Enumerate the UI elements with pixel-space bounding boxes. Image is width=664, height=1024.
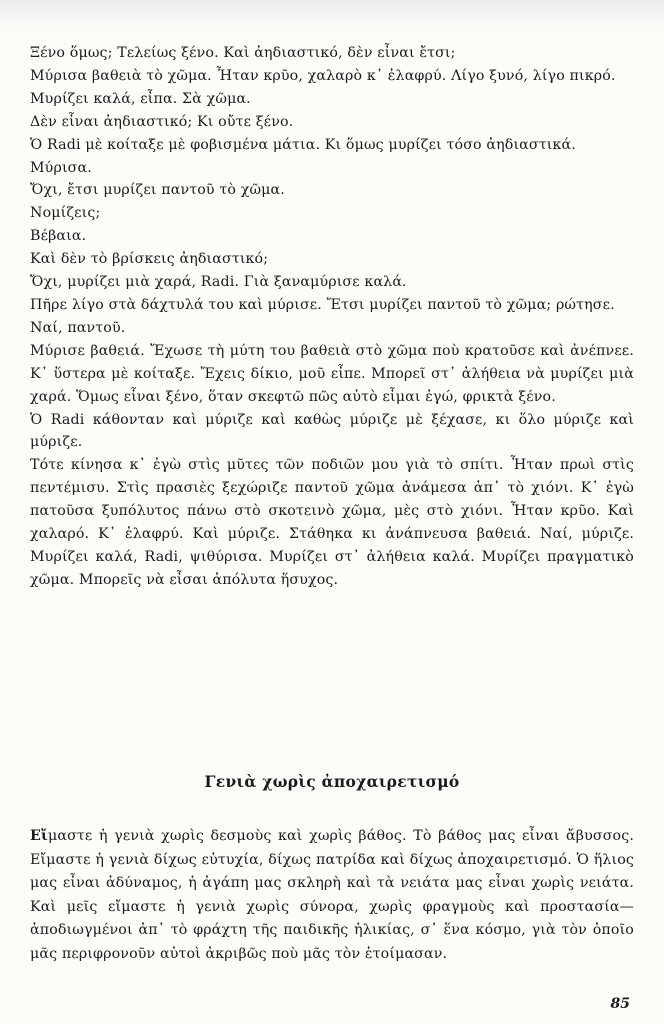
paragraph: Ναί, παντοῦ. [30, 319, 126, 336]
paragraph: Βέβαια. [30, 228, 87, 245]
paragraph: Μύρισε βαθειά. Ἔχωσε τὴ μύτη του βαθειὰ στὸ χῶμα ποὺ κρατοῦσε καὶ ἀνέπνεε. Κ᾿ ὕστερα μὲ κοίταξε. Ἔχεις δίκιο, μοῦ εἶπε. Μπορεῖ στ᾿ ἀλήθεια νὰ μυρίζει μιὰ χαρά. Ὅμως εἶναι ξένο, ὅταν σκεφτῶ πῶς αὐτὸ εἶμαι ἐγώ, φρικτὰ ξένο. [30, 342, 634, 405]
paragraph: Δὲν εἶναι ἀηδιαστικό; Κι οὔτε ξένο. [30, 113, 294, 130]
paragraph: Μύρισα βαθειὰ τὸ χῶμα. Ἦταν κρῦο, χαλαρὸ κ᾿ ἐλαφρύ. Λίγο ξυνό, λίγο πικρό. [30, 67, 616, 84]
paragraph: Μυρίζει καλά, εἶπα. Σὰ χῶμα. [30, 90, 251, 107]
dropcap: Εἴ [30, 828, 48, 844]
paragraph: Ὁ Radi μὲ κοίταξε μὲ φοβισμένα μάτια. Κι ὅμως μυρίζει τόσο ἀηδιαστικά. [30, 136, 576, 153]
page-number: 85 [610, 996, 630, 1012]
paragraph: Ὄχι, μυρίζει μιὰ χαρά, Radi. Γιὰ ξαναμύρισε καλά. [30, 274, 407, 291]
dialogue-section [30, 42, 634, 592]
paragraph: Ξένο ὅμως; Τελείως ξένο. Καὶ ἀηδιαστικό, δὲν εἶναι ἔτσι; [30, 45, 456, 61]
paragraph: Τότε κίνησα κ᾿ ἐγὼ στὶς μῦτες τῶν ποδιῶν μου γιὰ τὸ σπίτι. Ἦταν πρωὶ στὶς πεντέμισυ. Στὶς πρασιὲς ξεχώριζε παντοῦ χῶμα ἀνάμεσα ἀπ᾿ τὸ χιόνι. Κ᾿ ἐγὼ πατοῦσα ξυπόλυτος πάνω στὸ σκοτεινὸ χῶμα, μὲς στὸ χιόνι. Ἦταν κρῦο. Καὶ χαλαρό. Κ᾿ ἐλαφρύ. Καὶ μύριζε. Στάθηκα κι ἀνάπνευσα βαθειά. Ναί, μύριζε. Μυρίζει καλά, Radi, ψιθύρισα. Μυρίζει στ᾿ ἀλήθεια καλά. Μυρίζει πραγματικὸ χῶμα. Μπορεῖς νὰ εἶσαι ἀπόλυτα ἥσυχος. [30, 457, 634, 588]
paragraph: Καὶ δὲν τὸ βρίσκεις ἀηδιαστικό; [30, 251, 269, 268]
closing-paragraph [30, 825, 634, 967]
section-title: Γενιὰ χωρὶς ἀποχαιρετισμό [204, 772, 460, 791]
paragraph: Πῆρε λίγο στὰ δάχτυλά του καὶ μύρισε. Ἔτσι μυρίζει παντοῦ τὸ χῶμα; ρώτησε. [30, 296, 615, 313]
paragraph: Νομίζεις; [30, 205, 101, 222]
paragraph: Μύρισα. [30, 159, 92, 176]
closing-section [30, 825, 634, 967]
paragraph: Ὁ Radi κάθονταν καὶ μύριζε καὶ καθὼς μύριζε μὲ ξέχασε, κι ὅλο μύριζε καὶ μύριζε. [30, 411, 634, 451]
page-top-shadow [0, 0, 664, 34]
paragraph: Ὄχι, ἔτσι μυρίζει παντοῦ τὸ χῶμα. [30, 182, 285, 199]
closing-paragraph-text: μαστε ἡ γενιὰ χωρὶς δεσμοὺς καὶ χωρὶς βάθος. Τὸ βάθος μας εἶναι ἄβυσσος. Εἴμαστε ἡ γενιὰ δίχως εὐτυχία, δίχως πατρίδα καὶ δίχως ἀποχαιρετισμό. Ὁ ἥλιος μας εἶναι ἀδύναμος, ἡ ἀγάπη μας σκληρὴ καὶ τὰ νειάτα μας εἶναι χωρὶς νειάτα. Καὶ μεῖς εἴμαστε ἡ γενιὰ χωρὶς σύνορα, χωρὶς φραγμοὺς καὶ προστασία—ἀποδιωγμένοι ἀπ᾿ τὸ φράχτη τῆς παιδικῆς ἡλικίας, σ᾿ ἕνα κόσμο, γιὰ τὸν ὁποῖο μᾶς περιφρονοῦν αὐτοὶ ἀκριβῶς ποὺ μᾶς τὸν ἑτοίμασαν. [30, 828, 634, 962]
